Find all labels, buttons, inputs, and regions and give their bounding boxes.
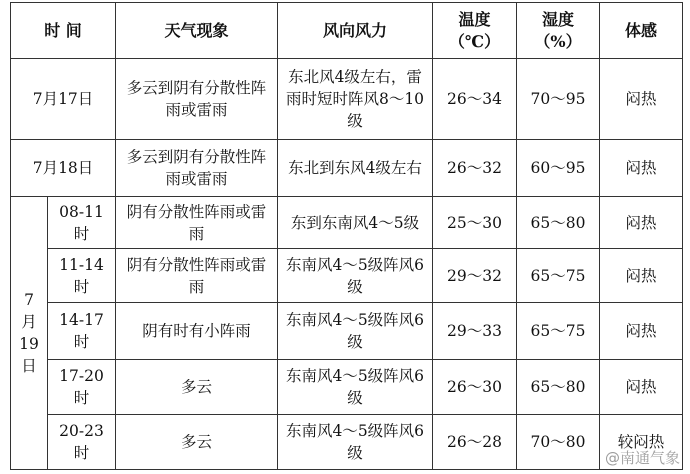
watermark: @南通气象 <box>604 449 680 467</box>
weather-cell: 阴有分散性阵雨或雷雨 <box>116 197 278 249</box>
header-humidity: 湿度 （%） <box>517 3 600 59</box>
header-time: 时 间 <box>11 3 116 59</box>
feel-cell: 闷热 <box>600 59 683 140</box>
table-row <box>11 140 683 197</box>
humidity-cell: 65～80 <box>517 197 600 249</box>
time-slot-cell: 20-23时 <box>48 415 116 470</box>
humidity-cell: 60～95 <box>517 140 600 197</box>
humidity-cell: 65～75 <box>517 303 600 360</box>
wind-cell: 东南风4～5级阵风6级 <box>278 249 433 303</box>
wind-cell: 东南风4～5级阵风6级 <box>278 415 433 470</box>
time-slot-cell: 14-17时 <box>48 303 116 360</box>
weather-cell: 阴有时有小阵雨 <box>116 303 278 360</box>
temp-cell: 26～28 <box>433 415 517 470</box>
table-row <box>11 303 683 360</box>
temp-cell: 26～30 <box>433 360 517 415</box>
header-weather: 天气现象 <box>116 3 278 59</box>
wind-cell: 东北到东风4级左右 <box>278 140 433 197</box>
feel-cell: 闷热 <box>600 140 683 197</box>
feel-cell: 闷热 <box>600 249 683 303</box>
feel-cell: 闷热 <box>600 197 683 249</box>
humidity-cell: 70～80 <box>517 415 600 470</box>
wind-cell: 东北风4级左右，雷雨时短时阵风8～10级 <box>278 59 433 140</box>
wind-cell: 东南风4～5级阵风6级 <box>278 360 433 415</box>
humidity-cell: 65～80 <box>517 360 600 415</box>
table-row <box>11 197 683 249</box>
wind-cell: 东南风4～5级阵风6级 <box>278 303 433 360</box>
date-cell: 7月17日 <box>11 59 116 140</box>
time-slot-cell: 17-20时 <box>48 360 116 415</box>
temp-cell: 26～32 <box>433 140 517 197</box>
weather-cell: 多云 <box>116 415 278 470</box>
date-cell-19: 7月19日 <box>11 197 48 470</box>
humidity-cell: 65～75 <box>517 249 600 303</box>
time-slot-cell: 08-11时 <box>48 197 116 249</box>
header-temp: 温度 （℃） <box>433 3 517 59</box>
table-row <box>11 415 683 470</box>
table-row <box>11 360 683 415</box>
weather-cell: 多云到阴有分散性阵雨或雷雨 <box>116 59 278 140</box>
weather-forecast-table <box>10 2 683 470</box>
feel-cell: 较闷热 <box>600 415 683 470</box>
temp-cell: 25～30 <box>433 197 517 249</box>
humidity-cell: 70～95 <box>517 59 600 140</box>
header-feel: 体感 <box>600 3 683 59</box>
temp-cell: 26～34 <box>433 59 517 140</box>
table-row <box>11 59 683 140</box>
time-slot-cell: 11-14时 <box>48 249 116 303</box>
feel-cell: 闷热 <box>600 303 683 360</box>
date-cell: 7月18日 <box>11 140 116 197</box>
table-row <box>11 249 683 303</box>
weather-cell: 阴有分散性阵雨或雷雨 <box>116 249 278 303</box>
header-row <box>11 3 683 59</box>
weather-cell: 多云 <box>116 360 278 415</box>
wind-cell: 东到东南风4～5级 <box>278 197 433 249</box>
weather-cell: 多云到阴有分散性阵雨或雷雨 <box>116 140 278 197</box>
temp-cell: 29～33 <box>433 303 517 360</box>
header-wind: 风向风力 <box>278 3 433 59</box>
temp-cell: 29～32 <box>433 249 517 303</box>
feel-cell: 闷热 <box>600 360 683 415</box>
